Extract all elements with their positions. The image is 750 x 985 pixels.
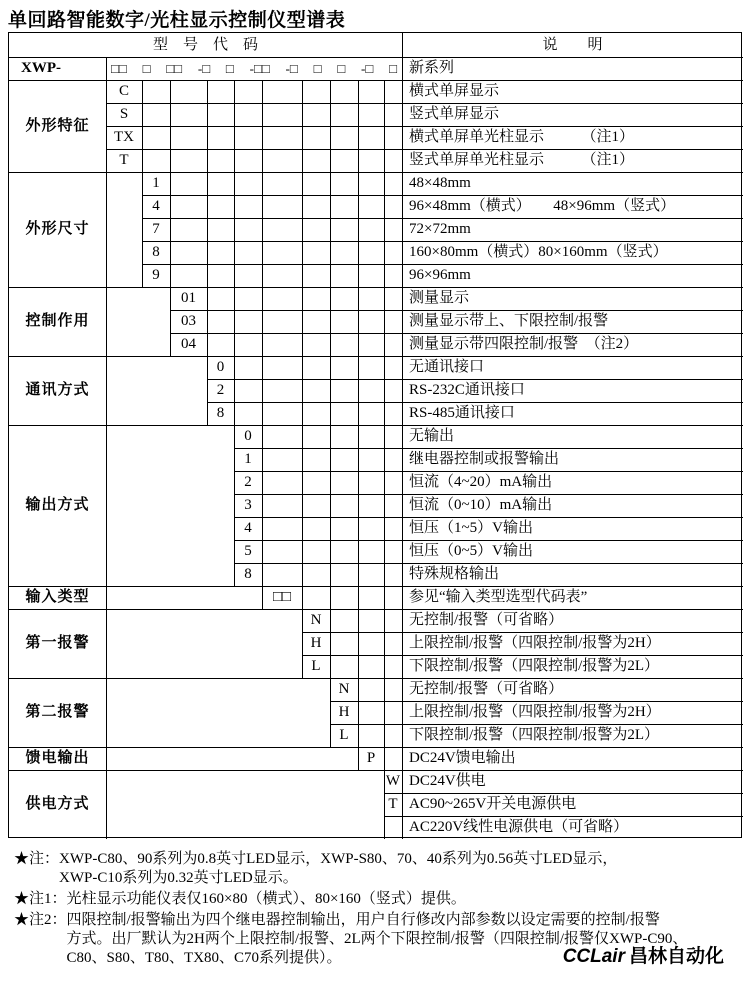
grid-line [9, 356, 743, 357]
grid-line [9, 609, 743, 610]
code-cell: W [385, 773, 401, 789]
section-label: 输入类型 [25, 589, 90, 605]
grid-line [9, 425, 743, 426]
description-cell: 恒流（4~20）mA输出 [409, 474, 553, 490]
description-cell: 恒流（0~10）mA输出 [409, 497, 553, 513]
table-header-description: 说 明 [542, 36, 603, 53]
footnote-text [67, 890, 738, 909]
description-cell: 恒压（1~5）V输出 [409, 520, 533, 536]
grid-line [142, 241, 743, 242]
brand-logo-cjk: 昌林自动化 [628, 946, 724, 967]
code-cell: T [119, 152, 129, 168]
description-cell: 参见“输入类型选型代码表” [409, 589, 588, 605]
code-cell: 04 [181, 336, 196, 352]
grid-line [234, 471, 743, 472]
code-cell: 7 [152, 221, 160, 237]
grid-line [302, 80, 303, 678]
description-cell: RS-485通讯接口 [409, 405, 515, 421]
footnote-line: XWP-C80、90系列为0.8英寸LED显示，XWP-S80、70、40系列为0.56英寸LED显示， [59, 851, 618, 867]
footnote-line: 光柱显示功能仪表仅160×80（横式）、80×160（竖式）提供。 [66, 891, 466, 907]
code-cell: 03 [181, 313, 196, 329]
code-cell: 3 [244, 497, 252, 513]
code-cell: L [339, 727, 349, 743]
description-cell: 横式单屏显示 [409, 83, 500, 99]
grid-line [330, 80, 331, 747]
code-box-group: -□ [197, 60, 211, 76]
code-cell: 8 [216, 405, 225, 421]
brand-logo [563, 941, 724, 968]
description-cell: 96×96mm [409, 267, 471, 283]
code-box-group: -□ [361, 60, 374, 76]
grid-line [234, 563, 743, 564]
brand-logo-latin: CCLair [562, 946, 625, 967]
section-label: 供电方式 [25, 796, 90, 812]
description-cell: 160×80mm（横式）80×160mm（竖式） [409, 244, 668, 260]
footnote-line: C80、S80、T80、TX80、C70系列提供）。 [66, 950, 342, 966]
footnote-line: XWP-C10系列为0.32英寸LED显示。 [59, 870, 298, 886]
code-cell: 9 [152, 267, 160, 283]
code-cell: P [366, 750, 376, 766]
table-header-code: 型 号 代 码 [152, 36, 258, 53]
code-cell: 4 [244, 520, 252, 536]
code-cell: 1 [152, 175, 160, 191]
grid-line [330, 701, 743, 702]
code-box-group: □ [313, 60, 322, 76]
code-cell: TX [114, 129, 134, 145]
description-cell: 96×48mm（横式） 48×96mm（竖式） [409, 198, 676, 214]
code-box-group: -□ [285, 60, 298, 76]
section-label: 输出方式 [25, 497, 90, 513]
grid-line [384, 816, 743, 817]
code-cell: N [338, 681, 350, 697]
grid-line [9, 287, 743, 288]
description-cell: 下限控制/报警（四限控制/报警为2L） [409, 658, 659, 674]
grid-line [170, 310, 743, 311]
code-cell: 5 [244, 543, 252, 559]
code-box-group: □ [389, 60, 397, 76]
grid-line [234, 80, 235, 586]
code-cell: 2 [244, 474, 252, 490]
description-cell: 恒压（0~5）V输出 [409, 543, 533, 559]
grid-line [384, 80, 385, 839]
code-box-group: □ [142, 60, 151, 76]
description-cell: AC90~265V开关电源供电 [409, 796, 577, 812]
footnote-line: 四限控制/报警输出为四个继电器控制输出，用户自行修改内部参数以设定需要的控制/报警 [66, 912, 660, 928]
description-cell: 测量显示带上、下限控制/报警 [409, 313, 609, 329]
grid-line [234, 448, 743, 449]
description-cell: 测量显示带四限控制/报警 （注2） [409, 336, 639, 352]
grid-line [358, 80, 359, 770]
description-cell: 特殊规格输出 [409, 566, 500, 582]
grid-line [142, 195, 743, 196]
grid-line [170, 333, 743, 334]
grid-line [106, 103, 743, 104]
section-label: 馈电输出 [25, 750, 90, 766]
description-cell: 无输出 [409, 428, 455, 444]
grid-line [9, 770, 743, 771]
section-label: 第二报警 [25, 704, 90, 720]
code-cell: □□ [272, 589, 292, 605]
code-cell: N [310, 612, 322, 628]
footnote [14, 890, 738, 909]
grid-line [9, 747, 743, 748]
section-label: 控制作用 [25, 313, 90, 329]
code-cell: 4 [152, 198, 160, 214]
description-cell: DC24V馈电输出 [409, 750, 516, 766]
grid-line [262, 80, 263, 609]
grid-line [170, 80, 171, 356]
description-cell: RS-232C通讯接口 [409, 382, 525, 398]
code-cell: 8 [152, 244, 160, 260]
grid-line [9, 678, 743, 679]
description-cell: 无通讯接口 [409, 359, 485, 375]
code-cell: 0 [216, 359, 225, 375]
model-selection-table [8, 32, 742, 838]
model-row-description: 新系列 [409, 60, 455, 76]
description-cell: 横式单屏单光柱显示 （注1） [409, 129, 635, 145]
grid-line [207, 402, 743, 403]
grid-line [106, 57, 107, 839]
grid-line [9, 172, 743, 173]
code-cell: 01 [181, 290, 196, 306]
section-label: 外形特征 [25, 117, 90, 134]
code-cell: 1 [244, 451, 252, 467]
grid-line [302, 632, 743, 633]
code-cell: L [311, 658, 321, 674]
grid-line [9, 57, 743, 58]
code-box-group: □□ [111, 60, 127, 76]
model-prefix: XWP- [21, 60, 61, 76]
description-cell: 无控制/报警（可省略） [409, 612, 564, 628]
grid-line [9, 586, 743, 587]
code-box-group: □ [337, 60, 346, 76]
description-cell: 竖式单屏单光柱显示 （注1） [409, 152, 635, 168]
section-label: 通讯方式 [25, 382, 90, 398]
description-cell: 继电器控制或报警输出 [409, 451, 560, 467]
code-box-group: □ [225, 60, 234, 76]
grid-line [234, 494, 743, 495]
grid-line [106, 149, 743, 150]
page-title: 单回路智能数字/光柱显示控制仪型谱表 [8, 10, 346, 31]
code-cell: C [118, 83, 129, 99]
section-label: 第一报警 [25, 635, 90, 651]
code-box-group: -□□ [249, 60, 270, 76]
description-cell: 测量显示 [409, 290, 470, 306]
grid-line [207, 379, 743, 380]
grid-line [9, 80, 743, 81]
footnote-marker: ★注： [14, 851, 60, 867]
grid-line [302, 655, 743, 656]
footnote-marker: ★注2： [14, 912, 67, 928]
code-cell: 8 [244, 566, 252, 582]
grid-line [142, 218, 743, 219]
grid-line [234, 540, 743, 541]
footnote-line: 方式。出厂默认为2H两个上限控制/报警、2L两个下限控制/报警（四限控制/报警仅XWP-C90、 [66, 931, 688, 947]
description-cell: 上限控制/报警（四限控制/报警为2H） [409, 635, 661, 651]
description-cell: 48×48mm [409, 175, 471, 191]
grid-line [207, 80, 208, 425]
footnote-text [59, 850, 738, 888]
footnote-marker: ★注1： [14, 891, 67, 907]
description-cell: DC24V供电 [409, 773, 486, 789]
footnote [14, 850, 738, 888]
model-code-boxes [106, 57, 402, 80]
description-cell: 无控制/报警（可省略） [409, 681, 564, 697]
description-cell: AC220V线性电源供电（可省略） [409, 819, 629, 835]
description-cell: 72×72mm [409, 221, 471, 237]
code-cell: H [338, 704, 350, 720]
code-cell: 0 [244, 428, 252, 444]
grid-line [330, 724, 743, 725]
grid-line [402, 33, 403, 839]
grid-line [234, 517, 743, 518]
code-box-group: □□ [166, 60, 183, 76]
grid-line [142, 80, 143, 287]
description-cell: 上限控制/报警（四限控制/报警为2H） [409, 704, 661, 720]
code-cell: S [119, 106, 129, 122]
description-cell: 竖式单屏显示 [409, 106, 500, 122]
section-label: 外形尺寸 [25, 221, 90, 237]
grid-line [384, 793, 743, 794]
description-cell: 下限控制/报警（四限控制/报警为2L） [409, 727, 659, 743]
code-cell: H [310, 635, 322, 651]
code-cell: T [388, 796, 398, 812]
code-cell: 2 [216, 382, 225, 398]
grid-line [106, 126, 743, 127]
grid-line [142, 264, 743, 265]
